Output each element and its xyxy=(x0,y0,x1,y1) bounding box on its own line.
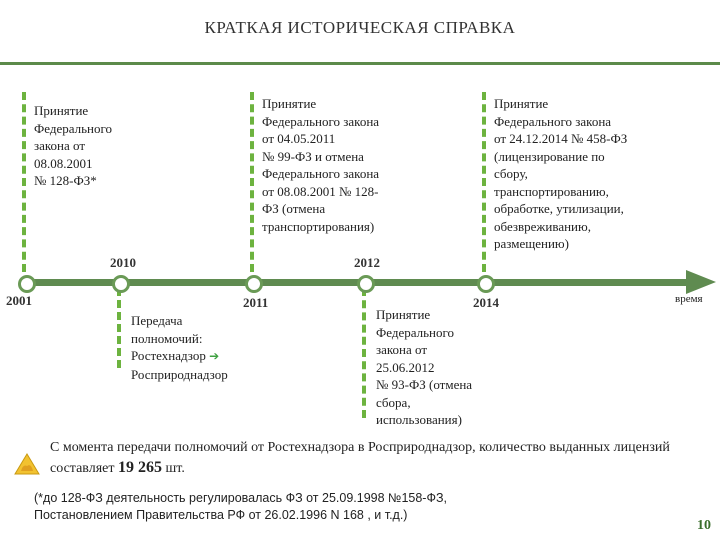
connector-2014 xyxy=(482,92,490,272)
timeline-node-2010 xyxy=(112,275,130,293)
year-2001: 2001 xyxy=(6,293,32,308)
note-text: С момента передачи полномочий от Ростехнадзора в Росприроднадзор, количество выданных лицензий составляет xyxy=(50,440,670,476)
arrow-right-icon: ➔ xyxy=(209,349,220,363)
event-2010-label: Передача полномочий: Ростехнадзор xyxy=(131,313,206,363)
warning-icon xyxy=(14,452,40,476)
license-count-note xyxy=(50,438,670,479)
event-2014-text: Принятие Федерального закона от 24.12.2014 № 458-ФЗ (лицензирование по сбору, транспортированию, обработке, утилизации, обезвреживанию, размещению) xyxy=(494,96,628,251)
footnote: (*до 128-ФЗ деятельность регулировалась ФЗ от 25.09.1998 №158-ФЗ, Постановлением Правительства РФ от 26.02.1996 N 168 , и т.д.) xyxy=(34,491,447,522)
event-2010-text xyxy=(131,312,228,383)
connector-2010 xyxy=(117,288,125,368)
year-2014: 2014 xyxy=(473,295,499,310)
year-2010: 2010 xyxy=(110,255,136,270)
timeline-node-2001 xyxy=(18,275,36,293)
timeline-node-2011 xyxy=(245,275,263,293)
page-number: 10 xyxy=(697,518,711,533)
connector-2011 xyxy=(250,92,258,272)
axis-label-time: время xyxy=(675,293,703,305)
year-2012: 2012 xyxy=(354,255,380,270)
connector-2012 xyxy=(362,288,370,418)
event-2010-label-2: Росприроднадзор xyxy=(131,366,228,382)
event-2011-text: Принятие Федерального закона от 04.05.2011 № 99-ФЗ и отмена Федерального закона от 08.08.2001 № 128- ФЗ (отмена транспортирования) xyxy=(262,96,380,234)
timeline-arrowhead xyxy=(686,270,716,294)
event-2001-text: Принятие Федерального закона от 08.08.2001 № 128-ФЗ* xyxy=(34,103,113,188)
timeline-node-2014 xyxy=(477,275,495,293)
license-count: 19 265 xyxy=(117,459,162,476)
connector-2001 xyxy=(22,92,30,272)
title-divider xyxy=(0,62,720,65)
year-2011: 2011 xyxy=(243,295,269,310)
page-title: КРАТКАЯ ИСТОРИЧЕСКАЯ СПРАВКА xyxy=(204,18,516,37)
timeline-node-2012 xyxy=(357,275,375,293)
note-unit: шт. xyxy=(161,461,185,476)
event-2012-text: Принятие Федерального закона от 25.06.2012 № 93-ФЗ (отмена сбора, использования) xyxy=(376,307,473,427)
